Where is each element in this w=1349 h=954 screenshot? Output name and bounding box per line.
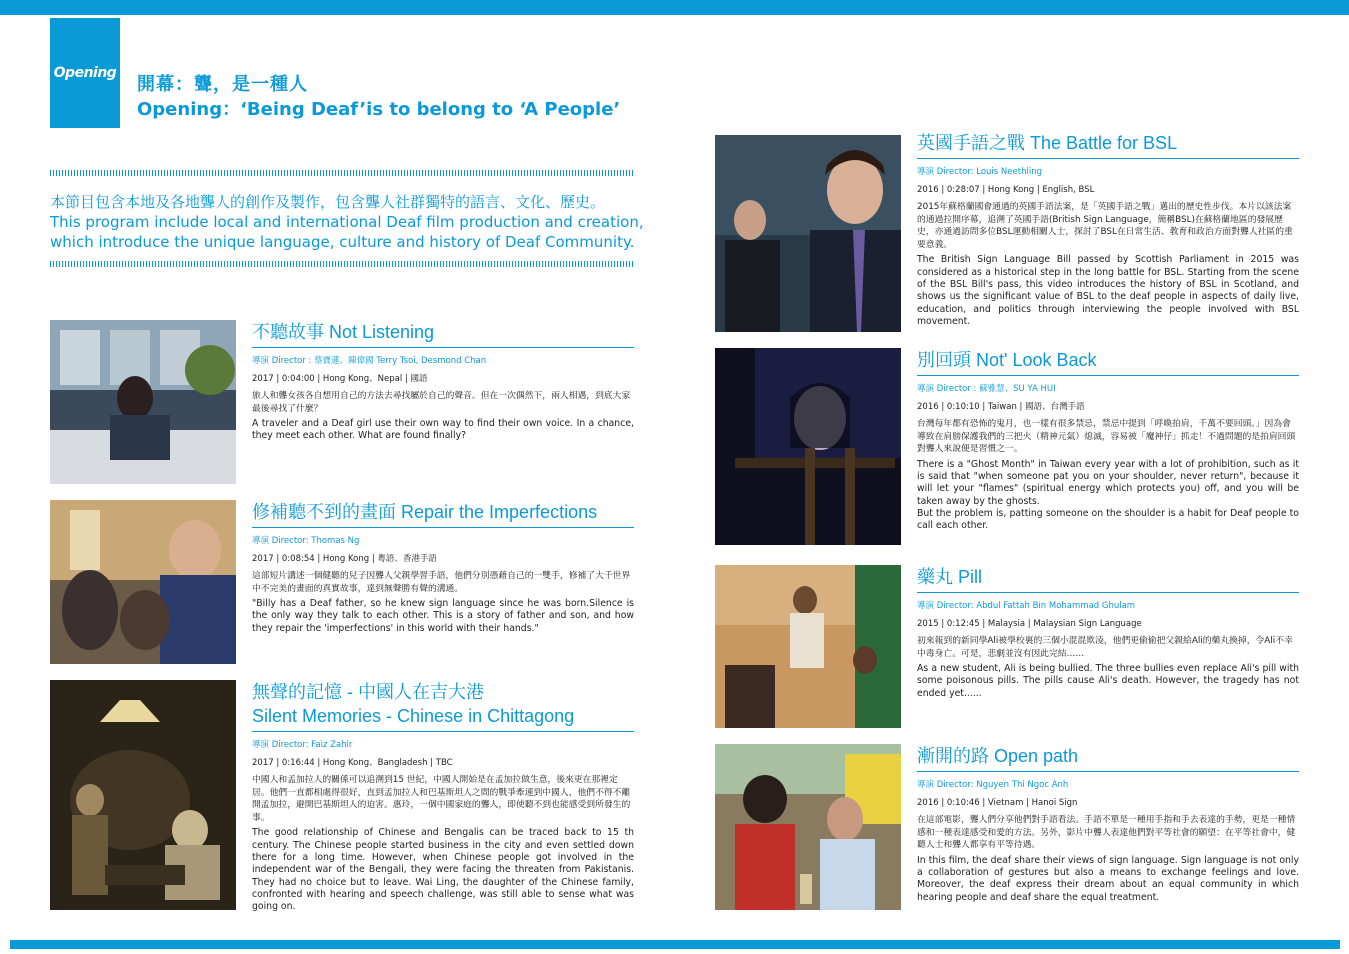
- section-badge: [50, 18, 120, 128]
- section-title-en: Opening：‘Being Deaf’is to belong to ‘A People’: [137, 99, 621, 120]
- film-title: 修補聽不到的畫面 Repair the Imperfections: [252, 502, 598, 522]
- film-title: 別回頭 Not' Look Back: [917, 350, 1097, 370]
- intro-en-line1: This program include local and international Deaf film production and creation,: [50, 213, 644, 231]
- film-meta: 2016 | 0:10:46 | Vietnam | Hanoi Sign: [917, 798, 1078, 808]
- section-badge-label: Opening: [53, 65, 117, 81]
- title-rule: [252, 347, 634, 348]
- film-entry-not-listening: [252, 320, 634, 443]
- film-still-pill: [715, 565, 901, 728]
- film-desc-zh: 在這部電影，聾人們分享他們對手語看法。手語不單是一種用手指和手去表達的手勢，更是一種情感和一種表達感受和愛的方法。另外，影片中聾人表達他們對平等社會的願望：在平等社會中，健聽人士和聾人都享有平等待遇。: [917, 815, 1296, 851]
- top-accent-bar: [0, 0, 1349, 15]
- film-director: 導演 Director: Faiz Zahir: [252, 740, 353, 750]
- film-desc-en-2: But the problem is, patting someone on the shoulder is a habit for Deaf people to call each other.: [917, 507, 1299, 532]
- film-title: 不聽故事 Not Listening: [252, 322, 435, 342]
- dotted-divider-bottom: [50, 261, 635, 267]
- intro-text: [50, 192, 644, 252]
- title-rule: [917, 158, 1299, 159]
- film-director: 導演 Director : 蘇雅慧、SU YA HUI: [917, 384, 1056, 394]
- film-meta: 2017 | 0:08:54 | Hong Kong | 粵語、香港手語: [252, 554, 437, 564]
- film-director: 導演 Director: Thomas Ng: [252, 536, 360, 546]
- film-entry-open-path: [917, 744, 1299, 904]
- film-director: 導演 Director: Abdul Fattah Bin Mohammad Ghulam: [917, 601, 1136, 611]
- film-desc-zh: 台灣每年都有恐怖的鬼月，也一樣有很多禁忌，禁忌中提到「呼喚拍肩，千萬不要回頭。」因為會導致在肩膀保護我們的三把火（精神元氣）熄滅，容易被「魔神仔」抓走！不過問題的是拍肩回頭對聾人來說便是習慣之一。: [917, 419, 1296, 455]
- title-rule: [917, 771, 1299, 772]
- title-rule: [917, 592, 1299, 593]
- film-director: 導演 Director: Louis Neethling: [917, 167, 1042, 177]
- film-title-en: Silent Memories - Chinese in Chittagong: [252, 706, 575, 726]
- film-still-not-look-back: [715, 348, 901, 545]
- intro-en-line2: which introduce the unique language, culture and history of Deaf Community.: [50, 233, 635, 251]
- film-entry-battle-for-bsl: [917, 131, 1299, 328]
- film-title-zh: 無聲的記憶 - 中國人在吉大港: [252, 682, 484, 702]
- film-still-not-listening: [50, 320, 236, 484]
- film-meta: 2017 | 0:16:44 | Hong Kong、Bangladesh | TBC: [252, 758, 453, 768]
- film-title: 漸開的路 Open path: [917, 746, 1079, 766]
- film-still-silent-memories: [50, 680, 236, 910]
- section-title-zh: 開幕：聾，是一種人: [137, 74, 308, 95]
- film-desc-zh: 中國人和孟加拉人的關係可以追溯到15 世紀，中國人開始是在孟加拉做生意，後來更在那裡定居。他們一直都相處得很好，直到孟加拉人和巴基斯坦人之間的戰爭牽連到中國人，他們不得不離開孟加拉，避開巴基斯坦人的迫害。惠玲，一個中國家庭的聾人，即使聽不到也能感受到所發生的事。: [252, 775, 631, 823]
- film-desc-en: The good relationship of Chinese and Bengalis can be traced back to 15 th century. The Chinese people started business in the city and even settled down there for a long time. However, when Chinese people got involved in the independent war of the Bengali, they were facing the threaten from Pakistanis. They had no choice but to leave. Wai Ling, the daughter of the Chinese family, confronted with hearing and speech challenge, was still able to sense what was going on.: [252, 827, 634, 913]
- film-title: 藥丸 Pill: [917, 567, 983, 587]
- film-director: 導演 Director: Nguyen Thi Ngoc Anh: [917, 780, 1069, 790]
- dotted-divider-top: [50, 170, 635, 176]
- film-desc-zh: 初來報到的新同學Ali被學校裏的三個小混混欺凌，他們更偷偷把父親給Ali的藥丸換掉，令Ali不幸中毒身亡。可是，悲劇並沒有因此完結……: [917, 636, 1293, 659]
- film-desc-en: As a new student, Ali is being bullied. The three bullies even replace Ali's pill with some poisonous pills. The pills cause Ali's death. However, the tragedy has not ended yet......: [917, 663, 1299, 699]
- film-desc-zh: 旅人和聾女孩各自想用自己的方法去尋找屬於自己的聲音。但在一次偶然下，兩人相遇，到底大家最後尋找了什麼？: [252, 391, 631, 414]
- film-desc-en: The British Sign Language Bill passed by Scottish Parliament in 2015 was considered as a historical step in the long battle for BSL. Starting from the scene of the BSL Bill's pass, this video introduces the history of BSL in Scotland, and shows us the significant value of BSL to the deaf people in aspects of daily live, education, and politics through interviewing the people involved with BSL movement.: [917, 254, 1299, 327]
- film-desc-en: "Billy has a Deaf father, so he knew sign language since he was born.Silence is the only way they talk to each other. This is a story of father and son, and how they repair the 'imperfections' in this world with their hands.": [252, 598, 634, 634]
- film-desc-en: A traveler and a Deaf girl use their own way to find their own voice. In a chance, they meet each other. What are found finally?: [252, 418, 634, 442]
- film-meta: 2016 | 0:28:07 | Hong Kong | English, BSL: [917, 185, 1095, 195]
- film-still-battle-for-bsl: [715, 135, 901, 332]
- film-desc-zh: 2015年蘇格蘭國會通過的英國手語法案，是「英國手語之戰」邁出的歷史性步伐。本片以該法案的通過拉開序幕，追溯了英國手語(British Sign Language，簡稱BSL)在蘇格蘭地區的發展歷史，亦通過訪問多位BSL運動相關人士，探討了BSL在日常生活、教育和政治方面對聾人社區的重要意義。: [917, 202, 1293, 250]
- intro-zh: 本節目包含本地及各地聾人的創作及製作，包含聾人社群獨特的語言、文化、歷史。: [50, 193, 606, 211]
- film-meta: 2015 | 0:12:45 | Malaysia | Malaysian Sign Language: [917, 619, 1142, 629]
- film-still-repair-imperfections: [50, 500, 236, 664]
- film-title: 英國手語之戰 The Battle for BSL: [917, 133, 1178, 153]
- film-still-open-path: [715, 744, 901, 910]
- film-entry-not-look-back: [917, 348, 1299, 533]
- film-desc-en: In this film, the deaf share their views of sign language. Sign language is not only a collaboration of gestures but also a means to exchange feelings and love. Moreover, the deaf express their dream about an equal community in which hearing people and deaf share the equal treatment.: [917, 854, 1299, 903]
- film-director: 導演 Director : 蔡寶蓮、陳偉國 Terry Tsoi, Desmond Chan: [252, 356, 487, 366]
- film-meta: 2016 | 0:10:10 | Taiwan | 國語、台灣手語: [917, 402, 1085, 412]
- film-entry-silent-memories: [252, 680, 634, 913]
- film-meta: 2017 | 0:04:00 | Hong Kong、Nepal | 國語: [252, 374, 428, 384]
- title-rule: [252, 731, 634, 732]
- film-entry-repair-imperfections: [252, 500, 634, 635]
- film-desc-en: There is a "Ghost Month" in Taiwan every year with a lot of prohibition, such as it is said that "when someone pat you on your shoulder, never return", because it will let your "flames" (spiritual energy which protects you) off, and you will be taken away by the ghosts.: [917, 458, 1299, 507]
- film-entry-pill: [917, 565, 1299, 700]
- film-desc-zh: 這部短片講述一個健聽的兒子因聾人父親學習手語，他們分別憑藉自己的一雙手，修補了大千世界中不完美的畫面的真實故事，達到無聲勝有聲的溝通。: [252, 571, 631, 594]
- title-rule: [252, 527, 634, 528]
- title-rule: [917, 375, 1299, 376]
- bottom-accent-bar: [10, 940, 1340, 949]
